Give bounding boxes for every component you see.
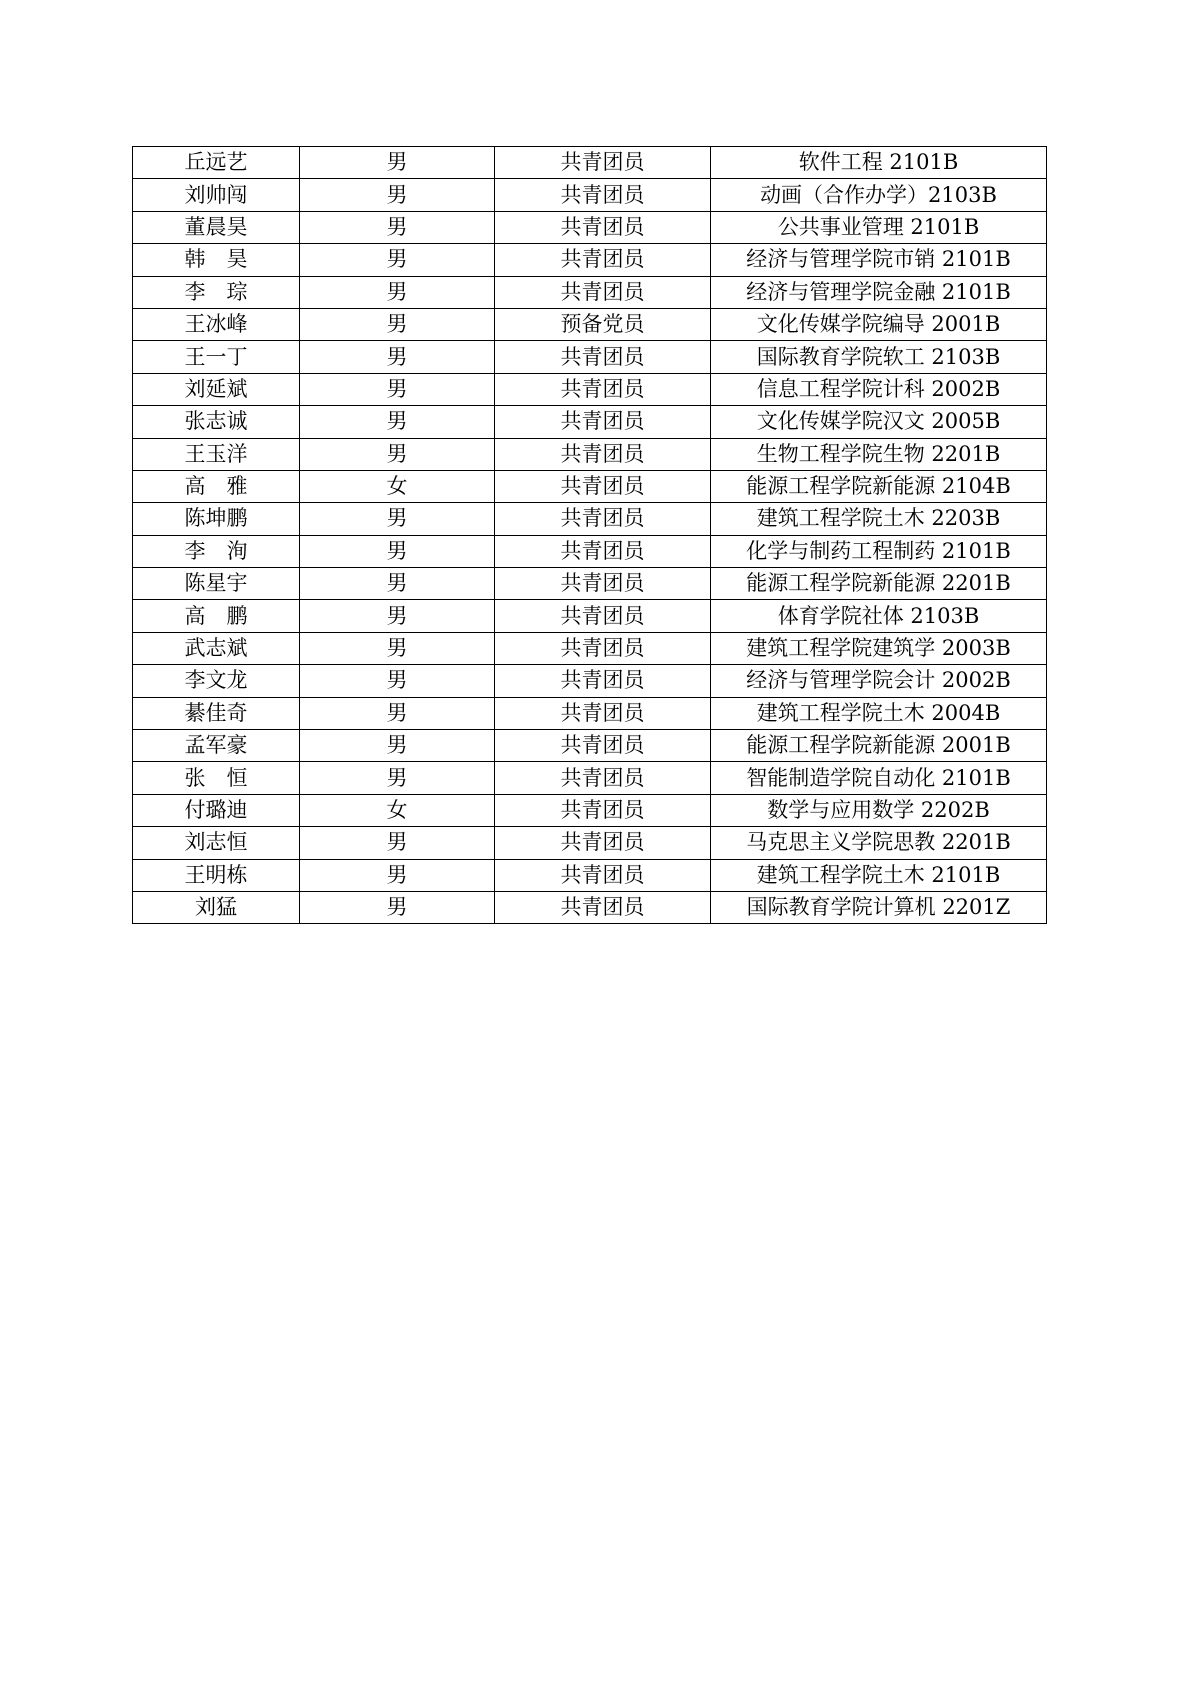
table-row (133, 244, 1047, 276)
political-status-cell: 共青团员 (495, 568, 711, 600)
gender-cell: 男 (300, 244, 495, 276)
class-cell: 化学与制药工程制药 2101B (711, 535, 1047, 567)
table-row (133, 438, 1047, 470)
table-row (133, 179, 1047, 211)
gender-cell: 男 (300, 665, 495, 697)
political-status-cell: 共青团员 (495, 697, 711, 729)
table-row (133, 211, 1047, 243)
table-row (133, 568, 1047, 600)
political-status-cell: 共青团员 (495, 600, 711, 632)
political-status-cell: 共青团员 (495, 827, 711, 859)
gender-cell: 男 (300, 438, 495, 470)
name-cell: 王明栋 (133, 859, 300, 891)
class-cell: 智能制造学院自动化 2101B (711, 762, 1047, 794)
table-row (133, 632, 1047, 664)
class-cell: 经济与管理学院市销 2101B (711, 244, 1047, 276)
table-row (133, 308, 1047, 340)
table-row (133, 600, 1047, 632)
gender-cell: 男 (300, 535, 495, 567)
political-status-cell: 共青团员 (495, 891, 711, 923)
political-status-cell: 共青团员 (495, 730, 711, 762)
table-row (133, 341, 1047, 373)
table-row (133, 794, 1047, 826)
table-row (133, 730, 1047, 762)
political-status-cell: 共青团员 (495, 535, 711, 567)
table-row (133, 891, 1047, 923)
gender-cell: 女 (300, 794, 495, 826)
class-cell: 能源工程学院新能源 2001B (711, 730, 1047, 762)
name-cell: 李 洵 (133, 535, 300, 567)
table-row (133, 147, 1047, 179)
table-row (133, 470, 1047, 502)
political-status-cell: 共青团员 (495, 244, 711, 276)
name-cell: 高 鹏 (133, 600, 300, 632)
political-status-cell: 共青团员 (495, 762, 711, 794)
political-status-cell: 共青团员 (495, 503, 711, 535)
gender-cell: 男 (300, 211, 495, 243)
class-cell: 软件工程 2101B (711, 147, 1047, 179)
class-cell: 马克思主义学院思教 2201B (711, 827, 1047, 859)
name-cell: 刘猛 (133, 891, 300, 923)
member-table (132, 146, 1047, 924)
table-row (133, 697, 1047, 729)
name-cell: 武志斌 (133, 632, 300, 664)
political-status-cell: 共青团员 (495, 632, 711, 664)
gender-cell: 男 (300, 503, 495, 535)
name-cell: 张 恒 (133, 762, 300, 794)
political-status-cell: 共青团员 (495, 179, 711, 211)
name-cell: 綦佳奇 (133, 697, 300, 729)
table-row (133, 665, 1047, 697)
class-cell: 建筑工程学院土木 2004B (711, 697, 1047, 729)
class-cell: 经济与管理学院金融 2101B (711, 276, 1047, 308)
member-table-body (133, 147, 1047, 924)
class-cell: 生物工程学院生物 2201B (711, 438, 1047, 470)
political-status-cell: 共青团员 (495, 406, 711, 438)
political-status-cell: 共青团员 (495, 794, 711, 826)
table-row (133, 276, 1047, 308)
name-cell: 刘帅闯 (133, 179, 300, 211)
class-cell: 动画（合作办学）2103B (711, 179, 1047, 211)
gender-cell: 男 (300, 179, 495, 211)
table-row (133, 762, 1047, 794)
class-cell: 数学与应用数学 2202B (711, 794, 1047, 826)
class-cell: 文化传媒学院编导 2001B (711, 308, 1047, 340)
name-cell: 付璐迪 (133, 794, 300, 826)
name-cell: 孟军豪 (133, 730, 300, 762)
table-row (133, 535, 1047, 567)
table-row (133, 406, 1047, 438)
table-row (133, 859, 1047, 891)
class-cell: 能源工程学院新能源 2201B (711, 568, 1047, 600)
political-status-cell: 共青团员 (495, 373, 711, 405)
name-cell: 陈坤鹏 (133, 503, 300, 535)
gender-cell: 男 (300, 308, 495, 340)
political-status-cell: 共青团员 (495, 438, 711, 470)
political-status-cell: 预备党员 (495, 308, 711, 340)
name-cell: 高 雅 (133, 470, 300, 502)
gender-cell: 女 (300, 470, 495, 502)
name-cell: 王一丁 (133, 341, 300, 373)
political-status-cell: 共青团员 (495, 341, 711, 373)
class-cell: 体育学院社体 2103B (711, 600, 1047, 632)
name-cell: 李文龙 (133, 665, 300, 697)
gender-cell: 男 (300, 568, 495, 600)
class-cell: 建筑工程学院建筑学 2003B (711, 632, 1047, 664)
class-cell: 建筑工程学院土木 2203B (711, 503, 1047, 535)
class-cell: 文化传媒学院汉文 2005B (711, 406, 1047, 438)
name-cell: 李 琮 (133, 276, 300, 308)
class-cell: 建筑工程学院土木 2101B (711, 859, 1047, 891)
name-cell: 董晨昊 (133, 211, 300, 243)
class-cell: 信息工程学院计科 2002B (711, 373, 1047, 405)
gender-cell: 男 (300, 730, 495, 762)
political-status-cell: 共青团员 (495, 211, 711, 243)
name-cell: 王冰峰 (133, 308, 300, 340)
gender-cell: 男 (300, 859, 495, 891)
gender-cell: 男 (300, 406, 495, 438)
name-cell: 刘志恒 (133, 827, 300, 859)
gender-cell: 男 (300, 373, 495, 405)
class-cell: 国际教育学院软工 2103B (711, 341, 1047, 373)
gender-cell: 男 (300, 762, 495, 794)
political-status-cell: 共青团员 (495, 665, 711, 697)
political-status-cell: 共青团员 (495, 470, 711, 502)
name-cell: 陈星宇 (133, 568, 300, 600)
gender-cell: 男 (300, 341, 495, 373)
name-cell: 张志诚 (133, 406, 300, 438)
class-cell: 能源工程学院新能源 2104B (711, 470, 1047, 502)
class-cell: 经济与管理学院会计 2002B (711, 665, 1047, 697)
gender-cell: 男 (300, 276, 495, 308)
class-cell: 公共事业管理 2101B (711, 211, 1047, 243)
gender-cell: 男 (300, 697, 495, 729)
table-row (133, 827, 1047, 859)
name-cell: 刘延斌 (133, 373, 300, 405)
name-cell: 韩 昊 (133, 244, 300, 276)
class-cell: 国际教育学院计算机 2201Z (711, 891, 1047, 923)
political-status-cell: 共青团员 (495, 276, 711, 308)
gender-cell: 男 (300, 632, 495, 664)
name-cell: 丘远艺 (133, 147, 300, 179)
gender-cell: 男 (300, 891, 495, 923)
gender-cell: 男 (300, 600, 495, 632)
table-row (133, 373, 1047, 405)
table-row (133, 503, 1047, 535)
name-cell: 王玉洋 (133, 438, 300, 470)
political-status-cell: 共青团员 (495, 859, 711, 891)
political-status-cell: 共青团员 (495, 147, 711, 179)
gender-cell: 男 (300, 827, 495, 859)
gender-cell: 男 (300, 147, 495, 179)
